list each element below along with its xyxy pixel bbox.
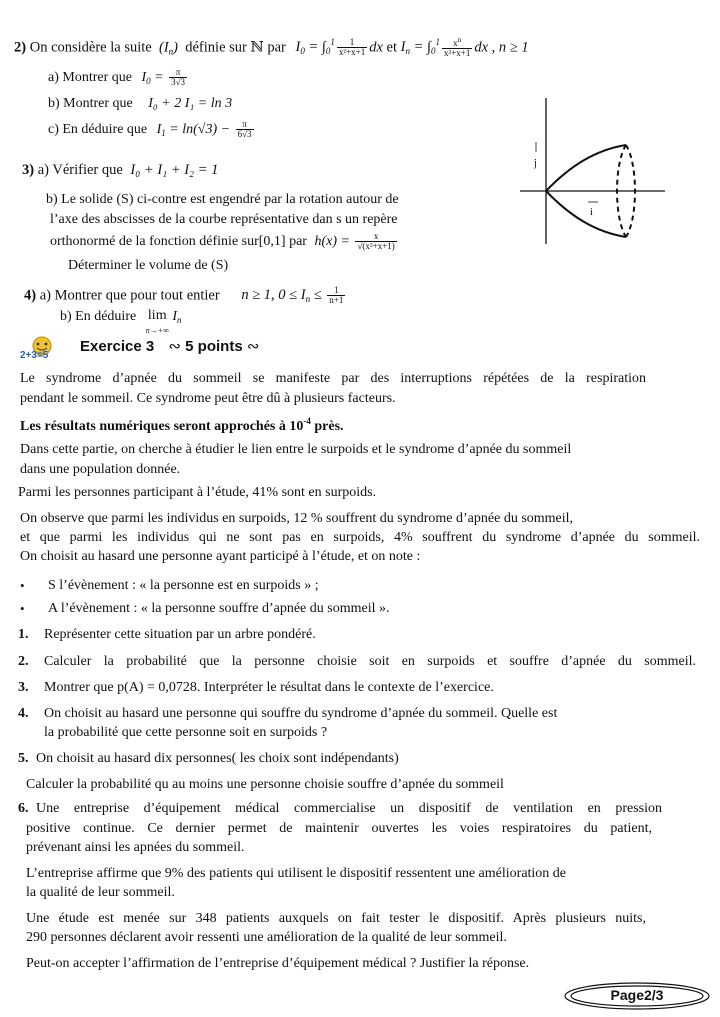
- q6-text-line3: prévenant ainsi les apnées du sommeil.: [26, 840, 245, 855]
- j-label: j: [534, 158, 537, 169]
- q4-a: 4) a) Montrer que pour tout entier n ≥ 1, $0 \le I_n$ ≤ $\frac{1}{n+1}$: [24, 285, 344, 306]
- q1-text: Représenter cette situation par un arbre pondéré.: [44, 627, 316, 642]
- q2-a: a) Montrer que $I_0$ = $\frac{\pi}{3√3}$: [48, 67, 186, 88]
- q2-text: Calculer la probabilité que la personne choisie soit en surpoids et souffre d’apnée du sommeil.: [44, 654, 696, 669]
- q1-num: 1.: [18, 627, 29, 642]
- q3-text: Montrer que p(A) = 0,0728. Interpréter le résultat dans le contexte de l’exercice.: [44, 680, 494, 695]
- p3: Parmi les personnes participant à l’étude, 41% sont en surpoids.: [18, 485, 377, 500]
- q2-num: 2.: [18, 654, 29, 669]
- p4-line2: et que parmi les individus qui ne sont pas en surpoids, 4% souffrent du syndrome d’apnée du sommeil.: [20, 530, 700, 545]
- p4-line3: On choisit au hasard une personne ayant participé à l’étude, et on note :: [20, 549, 421, 564]
- q3-b-line2: l’axe des abscisses de la courbe représentative dan s un repère: [50, 212, 398, 227]
- q3-b-line3: orthonormé de la fonction définie sur[0,1] par h(x) = $\frac{x}{\text{√(x²+x+1)}}$: [50, 231, 395, 252]
- exercise-title: Exercice 3 ∾ 5 points ∾: [80, 338, 260, 355]
- q4-num: 4.: [18, 706, 29, 721]
- precision-note: Les résultats numériques seront approchés à $10^{-4}$ près.: [20, 416, 344, 434]
- p1-line2: pendant le sommeil. Ce syndrome peut être dû à plusieurs facteurs.: [20, 391, 396, 406]
- q5-text-line2: Calculer la probabilité qu au moins une personne choisie souffre d’apnée du sommeil: [26, 777, 504, 792]
- bullet-a: A l’évènement : « la personne souffre d’apnée du sommeil ».: [48, 601, 390, 616]
- exercise-logo: [18, 336, 66, 362]
- q3-b-line4: Déterminer le volume de (S): [68, 258, 229, 273]
- page-number: Page2/3: [610, 987, 664, 1003]
- q3-b-line1: b) Le solide (S) ci-contre est engendré par la rotation autour de: [46, 192, 399, 207]
- p1-line1: Le syndrome d’apnée du sommeil se manifeste par des interruptions répétées de la respiration: [20, 371, 646, 386]
- q2-b: b) Montrer que I₀ + 2 I₁ = ln 3: [48, 96, 233, 111]
- q4-b: b) En déduire lim n→+∞ $I_n$: [60, 308, 182, 335]
- q6-text-line2: positive continue. Ce dernier permet de maintenir ouvertes les voies respiratoires du patient,: [26, 821, 652, 836]
- p2-line1: Dans cette partie, on cherche à étudier le lien entre le surpoids et le syndrome d’apnée du sommeil: [20, 442, 572, 457]
- lower-curve: [546, 191, 626, 237]
- q6-text-line1: Une entreprise d’équipement médical commercialise un dispositif de ventilation en pression: [36, 801, 662, 816]
- bullet-dot: •: [20, 578, 25, 593]
- q6-text-line7: 290 personnes déclarent avoir ressenti une amélioration de la qualité de leur sommeil.: [26, 930, 507, 945]
- q3-a: 3) a) Vérifier que I₀ + I₁ + I₂ = 1: [22, 162, 219, 178]
- solid-figure: [500, 94, 670, 254]
- q5-text-line1: On choisit au hasard dix personnes( les choix sont indépendants): [36, 751, 399, 766]
- q2-intro: 2) On considère la suite $(I_n)$ définie sur ℕ par $I_0 = \int_0^1$ $\frac{1}{\text{x²+x+1}}$ dx et $I_n = \int_0^1$ $\frac{x^n}{\text{x²+x+1}}$ dx , n ≥ 1: [14, 36, 529, 59]
- logo-text: 2+3=5: [20, 350, 49, 361]
- q4-text-line1: On choisit au hasard une personne qui souffre du syndrome d’apnée du sommeil. Quelle est: [44, 706, 558, 721]
- q6-text-line5: la qualité de leur sommeil.: [26, 885, 175, 900]
- i-label: i: [590, 207, 593, 218]
- p2-line2: dans une population donnée.: [20, 462, 181, 477]
- upper-curve: [546, 145, 626, 191]
- bullet-dot: •: [20, 601, 25, 616]
- bullet-s: S l’évènement : « la personne est en surpoids » ;: [48, 578, 319, 593]
- q6-text-line8: Peut-on accepter l’affirmation de l’entreprise d’équipement médical ? Justifier la réponse.: [26, 956, 530, 971]
- q5-num: 5.: [18, 751, 29, 766]
- p4-line1: On observe que parmi les individus en surpoids, 12 % souffrent du syndrome d’apnée du sommeil,: [20, 511, 574, 526]
- q3-num: 3.: [18, 680, 29, 695]
- q4-text-line2: la probabilité que cette personne soit en surpoids ?: [44, 725, 328, 740]
- q6-text-line4: L’entreprise affirme que 9% des patients qui utilisent le dispositif ressentent une amélioration de: [26, 866, 567, 881]
- q6-text-line6: Une étude est menée sur 348 patients auxquels on fait tester le dispositif. Après plusieurs nuits,: [26, 911, 646, 926]
- page-badge: [562, 980, 712, 1012]
- q2-c: c) En déduire que $I_1 = \ln(√3)$ − $\frac{\pi}{6√3}$: [48, 119, 252, 140]
- q6-num: 6.: [18, 801, 29, 816]
